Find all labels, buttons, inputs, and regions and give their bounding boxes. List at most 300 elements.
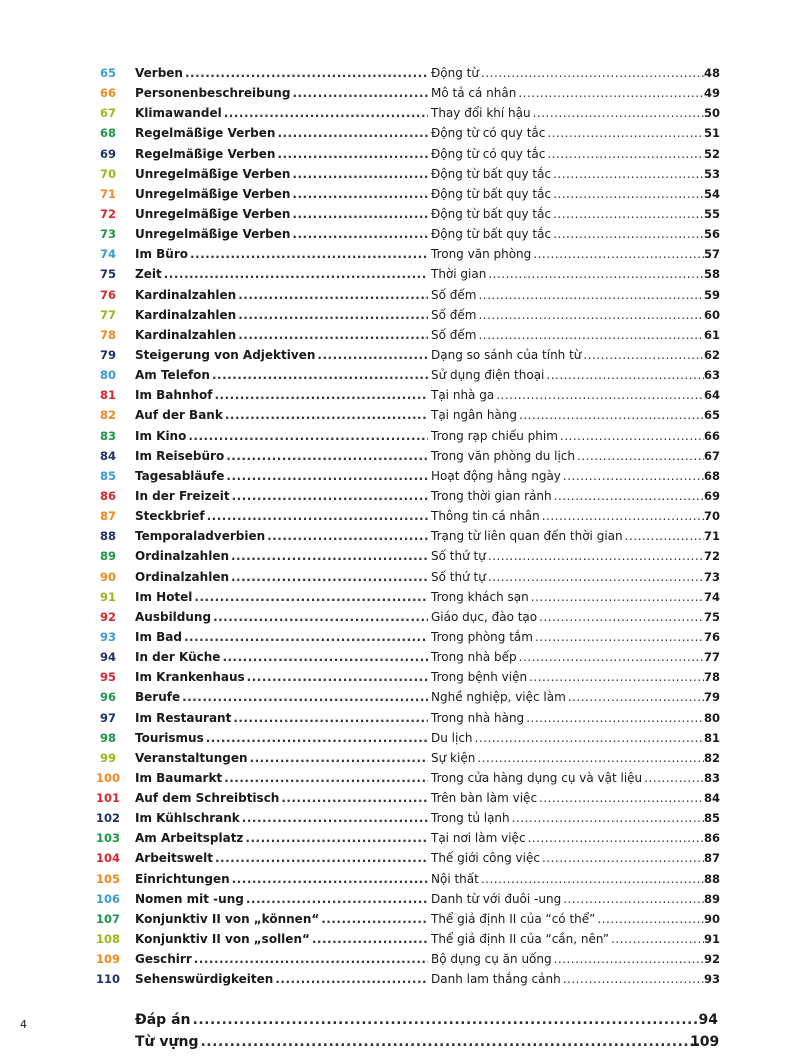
toc-entry[interactable] xyxy=(0,949,800,969)
german-title xyxy=(135,466,428,486)
entry-number: 86 xyxy=(99,488,116,503)
page-ref: 66 xyxy=(704,428,721,443)
page-ref: 71 xyxy=(704,529,721,544)
toc-entry[interactable] xyxy=(0,587,800,607)
vietnamese-title xyxy=(431,848,704,868)
vietnamese-title-text: Thay đổi khí hậu xyxy=(431,106,531,121)
vietnamese-title-text: Động từ xyxy=(431,66,479,80)
page-ref: 93 xyxy=(704,972,721,987)
dot-leader xyxy=(238,325,428,345)
vietnamese-title xyxy=(431,969,704,989)
german-title xyxy=(135,667,428,687)
entry-number: 108 xyxy=(95,932,120,947)
dot-leader xyxy=(481,869,704,889)
page-ref: 87 xyxy=(704,851,721,866)
page-ref: 82 xyxy=(704,750,721,765)
page-ref: 72 xyxy=(704,549,721,564)
german-title xyxy=(135,627,428,647)
toc-entry[interactable] xyxy=(0,385,800,405)
page-ref: 69 xyxy=(704,488,721,503)
german-title-text: Im Reisebüro xyxy=(135,448,225,463)
dot-leader xyxy=(292,224,428,244)
vietnamese-title xyxy=(431,264,704,284)
dot-leader xyxy=(188,426,428,446)
toc-entry[interactable] xyxy=(0,506,800,526)
toc-entry[interactable] xyxy=(0,788,800,808)
appendix-page-ref: 109 xyxy=(690,1034,720,1050)
entry-number: 107 xyxy=(95,911,120,926)
german-title-text: Sehenswürdigkeiten xyxy=(135,972,274,987)
dot-leader xyxy=(200,1031,700,1053)
entry-number: 78 xyxy=(99,327,116,342)
german-title xyxy=(135,83,428,103)
german-title-text: In der Freizeit xyxy=(135,488,230,503)
german-title-text: Ausbildung xyxy=(135,609,212,624)
dot-leader xyxy=(245,828,428,848)
page-ref: 55 xyxy=(704,206,721,221)
toc-entry[interactable] xyxy=(0,607,800,627)
page-ref: 90 xyxy=(704,911,721,926)
dot-leader xyxy=(164,264,428,284)
entry-number: 103 xyxy=(95,831,120,846)
vietnamese-title xyxy=(431,647,704,667)
german-title xyxy=(135,708,428,728)
page-ref: 68 xyxy=(704,468,721,483)
dot-leader xyxy=(232,869,428,889)
german-title xyxy=(135,869,428,889)
german-title xyxy=(135,446,428,466)
vietnamese-title-text: Động từ bất quy tắc xyxy=(431,206,552,221)
vietnamese-title xyxy=(431,607,704,627)
entry-number: 92 xyxy=(99,609,116,624)
dot-leader xyxy=(206,728,428,748)
vietnamese-title-text: Nội thất xyxy=(431,871,479,886)
appendix-title xyxy=(135,1031,700,1053)
german-title xyxy=(135,546,428,566)
toc-entry[interactable] xyxy=(0,466,800,486)
appendix-title-text: Từ vựng xyxy=(135,1034,199,1050)
german-title xyxy=(135,103,428,123)
dot-leader xyxy=(190,244,428,264)
toc-entry[interactable] xyxy=(0,123,800,143)
german-title-text: Regelmäßige Verben xyxy=(135,146,276,161)
german-title xyxy=(135,969,428,989)
entry-number: 95 xyxy=(99,670,116,685)
page-ref: 64 xyxy=(704,388,721,403)
dot-leader xyxy=(488,567,704,587)
dot-leader xyxy=(477,748,704,768)
page-ref: 48 xyxy=(704,66,721,80)
toc-entry[interactable] xyxy=(0,567,800,587)
vietnamese-title-text: Nghề nghiệp, việc làm xyxy=(431,690,566,705)
toc-entry[interactable] xyxy=(0,627,800,647)
vietnamese-title-text: Số thứ tự xyxy=(431,569,486,584)
german-title xyxy=(135,365,428,385)
dot-leader xyxy=(213,607,428,627)
vietnamese-title-text: Trong nhà hàng xyxy=(431,710,525,725)
dot-leader xyxy=(553,184,704,204)
vietnamese-title xyxy=(431,687,704,707)
vietnamese-title-text: Trong rạp chiếu phim xyxy=(431,428,558,443)
vietnamese-title-text: Sự kiện xyxy=(431,750,476,765)
german-title-text: Steckbrief xyxy=(135,509,205,524)
german-title xyxy=(135,788,428,808)
page-ref: 67 xyxy=(704,448,721,463)
dot-leader xyxy=(528,828,704,848)
german-title-text: Veranstaltungen xyxy=(135,750,248,765)
page-ref: 91 xyxy=(704,932,721,947)
toc-entry[interactable] xyxy=(0,909,800,929)
vietnamese-title xyxy=(431,345,704,365)
vietnamese-title xyxy=(431,184,704,204)
toc-entry[interactable] xyxy=(0,526,800,546)
entry-number: 67 xyxy=(99,106,116,121)
page-ref: 74 xyxy=(704,589,721,604)
dot-leader xyxy=(535,627,704,647)
page-ref: 63 xyxy=(704,368,721,383)
entry-number: 81 xyxy=(99,388,116,403)
page-ref: 52 xyxy=(704,146,721,161)
entry-number: 73 xyxy=(99,227,116,242)
german-title xyxy=(135,909,428,929)
dot-leader xyxy=(184,627,428,647)
dot-leader xyxy=(292,184,428,204)
dot-leader xyxy=(519,647,704,667)
toc-entry[interactable] xyxy=(0,929,800,949)
page-ref: 76 xyxy=(704,629,721,644)
german-title xyxy=(135,889,428,909)
dot-leader xyxy=(292,204,428,224)
toc-entry[interactable] xyxy=(0,667,800,687)
toc-entry[interactable] xyxy=(0,828,800,848)
german-title xyxy=(135,949,428,969)
dot-leader xyxy=(267,526,428,546)
page-ref: 85 xyxy=(704,811,721,826)
dot-leader xyxy=(563,969,704,989)
vietnamese-title xyxy=(431,627,704,647)
vietnamese-title-text: Trong tủ lạnh xyxy=(431,811,510,826)
dot-leader xyxy=(518,83,704,103)
toc-entry[interactable] xyxy=(0,708,800,728)
german-title xyxy=(135,728,428,748)
dot-leader xyxy=(625,526,704,546)
german-title xyxy=(135,325,428,345)
toc-entry[interactable] xyxy=(0,285,800,305)
vietnamese-title xyxy=(431,144,704,164)
entry-number: 97 xyxy=(99,710,116,725)
toc-entry[interactable] xyxy=(0,164,800,184)
german-title-text: Im Hotel xyxy=(135,589,193,604)
dot-leader xyxy=(478,325,704,345)
entry-number: 65 xyxy=(99,66,116,80)
dot-leader xyxy=(232,486,428,506)
german-title-text: Unregelmäßige Verben xyxy=(135,166,291,181)
german-title-text: Konjunktiv II von „können“ xyxy=(135,911,320,926)
german-title-text: Steigerung von Adjektiven xyxy=(135,347,316,362)
dot-leader xyxy=(321,909,428,929)
entry-number: 96 xyxy=(99,690,116,705)
vietnamese-title-text: Tại nhà ga xyxy=(431,388,495,403)
vietnamese-title xyxy=(431,325,704,345)
toc-entry[interactable] xyxy=(0,848,800,868)
page-ref: 61 xyxy=(704,327,721,342)
dot-leader xyxy=(533,244,704,264)
toc-entry[interactable] xyxy=(0,325,800,345)
page-ref: 75 xyxy=(704,609,721,624)
vietnamese-title xyxy=(431,949,704,969)
vietnamese-title xyxy=(431,708,704,728)
dot-leader xyxy=(292,83,428,103)
dot-leader xyxy=(224,768,428,788)
german-title-text: Auf der Bank xyxy=(135,408,223,423)
dot-leader xyxy=(185,63,428,83)
vietnamese-title xyxy=(431,305,704,325)
dot-leader xyxy=(547,123,704,143)
toc-entry[interactable] xyxy=(0,808,800,828)
page-ref: 79 xyxy=(704,690,721,705)
german-title-text: Nomen mit -ung xyxy=(135,891,244,906)
appendix-entry[interactable] xyxy=(0,1009,800,1031)
dot-leader xyxy=(481,63,704,83)
toc-entry[interactable] xyxy=(0,969,800,989)
toc-entry[interactable] xyxy=(0,204,800,224)
appendix-title-text: Đáp án xyxy=(135,1012,191,1028)
toc-entry[interactable] xyxy=(0,486,800,506)
page-ref: 89 xyxy=(704,891,721,906)
entry-number: 110 xyxy=(95,972,120,987)
vietnamese-title xyxy=(431,506,704,526)
dot-leader xyxy=(553,204,704,224)
entry-number: 72 xyxy=(99,206,116,221)
german-title xyxy=(135,244,428,264)
german-title-text: Geschirr xyxy=(135,952,192,967)
dot-leader xyxy=(539,607,704,627)
vietnamese-title xyxy=(431,748,704,768)
german-title xyxy=(135,848,428,868)
vietnamese-title xyxy=(431,385,704,405)
vietnamese-title-text: Số đếm xyxy=(431,307,477,322)
appendix-entry[interactable] xyxy=(0,1031,800,1053)
vietnamese-title xyxy=(431,466,704,486)
toc-entry[interactable] xyxy=(0,446,800,466)
german-title xyxy=(135,63,428,83)
german-title xyxy=(135,305,428,325)
toc-entry[interactable] xyxy=(0,869,800,889)
dot-leader xyxy=(277,144,428,164)
dot-leader xyxy=(231,546,428,566)
german-title xyxy=(135,164,428,184)
vietnamese-title-text: Động từ có quy tắc xyxy=(431,146,546,161)
page-ref: 58 xyxy=(704,267,721,282)
toc-entry[interactable] xyxy=(0,647,800,667)
entry-number: 91 xyxy=(99,589,116,604)
entry-number: 99 xyxy=(99,750,116,765)
vietnamese-title-text: Thời gian xyxy=(431,267,487,282)
page-ref: 57 xyxy=(704,247,721,262)
german-title-text: Unregelmäßige Verben xyxy=(135,227,291,242)
german-title xyxy=(135,929,428,949)
german-title-text: Im Kühlschrank xyxy=(135,811,240,826)
vietnamese-title-text: Tại ngân hàng xyxy=(431,408,518,423)
german-title-text: Unregelmäßige Verben xyxy=(135,206,291,221)
german-title xyxy=(135,144,428,164)
dot-leader xyxy=(215,848,428,868)
entry-number: 66 xyxy=(99,86,116,101)
page-ref: 62 xyxy=(704,347,721,362)
dot-leader xyxy=(526,708,704,728)
toc-entry[interactable] xyxy=(0,546,800,566)
toc-entry[interactable] xyxy=(0,264,800,284)
entry-number: 101 xyxy=(95,791,120,806)
dot-leader xyxy=(583,345,704,365)
entry-number: 71 xyxy=(99,186,116,201)
toc-entry[interactable] xyxy=(0,426,800,446)
vietnamese-title-text: Động từ bất quy tắc xyxy=(431,227,552,242)
dot-leader xyxy=(182,687,428,707)
dot-leader xyxy=(547,144,704,164)
entry-number: 89 xyxy=(99,549,116,564)
dot-leader xyxy=(475,728,704,748)
vietnamese-title xyxy=(431,486,704,506)
vietnamese-title-text: Trong khách sạn xyxy=(431,589,529,604)
german-title-text: Berufe xyxy=(135,690,181,705)
dot-leader xyxy=(233,708,428,728)
dot-leader xyxy=(226,466,428,486)
vietnamese-title xyxy=(431,889,704,909)
vietnamese-title-text: Số đếm xyxy=(431,327,477,342)
german-title xyxy=(135,647,428,667)
dot-leader xyxy=(577,446,704,466)
dot-leader xyxy=(194,949,428,969)
entry-number: 98 xyxy=(99,730,116,745)
toc-entry[interactable] xyxy=(0,103,800,123)
dot-leader xyxy=(496,385,704,405)
vietnamese-title-text: Bộ dụng cụ ăn uống xyxy=(431,952,552,967)
page-ref: 70 xyxy=(704,509,721,524)
german-title xyxy=(135,224,428,244)
entry-number: 85 xyxy=(99,468,116,483)
entry-number: 104 xyxy=(95,851,120,866)
dot-leader xyxy=(531,587,704,607)
page-ref: 83 xyxy=(704,770,721,785)
vietnamese-title-text: Dạng so sánh của tính từ xyxy=(431,347,582,362)
page-ref: 88 xyxy=(704,871,721,886)
dot-leader xyxy=(488,546,704,566)
vietnamese-title-text: Tại nơi làm việc xyxy=(431,831,526,846)
dot-leader xyxy=(563,889,704,909)
toc-entry[interactable] xyxy=(0,365,800,385)
german-title xyxy=(135,405,428,425)
german-title-text: Im Krankenhaus xyxy=(135,670,245,685)
dot-leader xyxy=(512,808,704,828)
dot-leader xyxy=(238,305,428,325)
entry-number: 109 xyxy=(95,952,120,967)
entry-number: 79 xyxy=(99,347,116,362)
page-ref: 65 xyxy=(704,408,721,423)
vietnamese-title-text: Thông tin cá nhân xyxy=(431,509,540,524)
toc-entry[interactable] xyxy=(0,889,800,909)
german-title-text: Ordinalzahlen xyxy=(135,549,229,564)
page-ref: 77 xyxy=(704,650,721,665)
page-ref: 54 xyxy=(704,186,721,201)
vietnamese-title-text: Trong văn phòng du lịch xyxy=(431,448,575,463)
page-ref: 92 xyxy=(704,952,721,967)
vietnamese-title xyxy=(431,667,704,687)
german-title xyxy=(135,184,428,204)
vietnamese-title-text: Trong bệnh viện xyxy=(431,670,528,685)
page-ref: 84 xyxy=(704,791,721,806)
toc-entry[interactable] xyxy=(0,768,800,788)
german-title-text: Im Baumarkt xyxy=(135,770,223,785)
page-ref: 78 xyxy=(704,670,721,685)
vietnamese-title-text: Giáo dục, đào tạo xyxy=(431,609,538,624)
toc-entry[interactable] xyxy=(0,305,800,325)
vietnamese-title-text: Số đếm xyxy=(431,287,477,302)
german-title xyxy=(135,204,428,224)
german-title-text: Tourismus xyxy=(135,730,204,745)
vietnamese-title-text: Danh lam thắng cảnh xyxy=(431,972,561,987)
page-number: 4 xyxy=(20,1018,27,1031)
page-ref: 86 xyxy=(704,831,721,846)
vietnamese-title-text: Trong phòng tắm xyxy=(431,629,533,644)
dot-leader xyxy=(312,929,428,949)
vietnamese-title-text: Sử dụng điện thoại xyxy=(431,368,545,383)
german-title xyxy=(135,285,428,305)
toc-entry[interactable] xyxy=(0,345,800,365)
german-title-text: In der Küche xyxy=(135,650,221,665)
dot-leader xyxy=(554,949,704,969)
dot-leader xyxy=(247,667,428,687)
vietnamese-title-text: Trong thời gian rảnh xyxy=(431,488,552,503)
toc-entry[interactable] xyxy=(0,184,800,204)
vietnamese-title-text: Thể giả định II của “cần, nên” xyxy=(431,932,610,947)
dot-leader xyxy=(553,164,704,184)
toc-entry[interactable] xyxy=(0,405,800,425)
german-title-text: Klimawandel xyxy=(135,106,222,121)
german-title-text: Konjunktiv II von „sollen“ xyxy=(135,932,310,947)
page-ref: 59 xyxy=(704,287,721,302)
toc-entry[interactable] xyxy=(0,728,800,748)
dot-leader xyxy=(212,365,428,385)
dot-leader xyxy=(542,506,704,526)
page-ref: 80 xyxy=(704,710,721,725)
toc-entry[interactable] xyxy=(0,144,800,164)
toc-entry[interactable] xyxy=(0,748,800,768)
dot-leader xyxy=(224,103,428,123)
entry-number: 90 xyxy=(99,569,116,584)
toc-entry[interactable] xyxy=(0,244,800,264)
dot-leader xyxy=(644,768,704,788)
vietnamese-title xyxy=(431,788,704,808)
german-title-text: Kardinalzahlen xyxy=(135,327,237,342)
vietnamese-title xyxy=(431,587,704,607)
entry-number: 68 xyxy=(99,126,116,141)
vietnamese-title-text: Trên bàn làm việc xyxy=(431,791,538,806)
german-title-text: Temporaladverbien xyxy=(135,529,266,544)
dot-leader xyxy=(231,567,428,587)
toc-entry[interactable] xyxy=(0,83,800,103)
german-title-text: Kardinalzahlen xyxy=(135,287,237,302)
toc-entry[interactable] xyxy=(0,63,800,83)
entry-number: 93 xyxy=(99,629,116,644)
toc-entry[interactable] xyxy=(0,687,800,707)
vietnamese-title xyxy=(431,365,704,385)
dot-leader xyxy=(242,808,428,828)
vietnamese-title-text: Danh từ với đuôi -ung xyxy=(431,891,562,906)
german-title xyxy=(135,748,428,768)
dot-leader xyxy=(193,1009,701,1031)
toc-entry[interactable] xyxy=(0,224,800,244)
